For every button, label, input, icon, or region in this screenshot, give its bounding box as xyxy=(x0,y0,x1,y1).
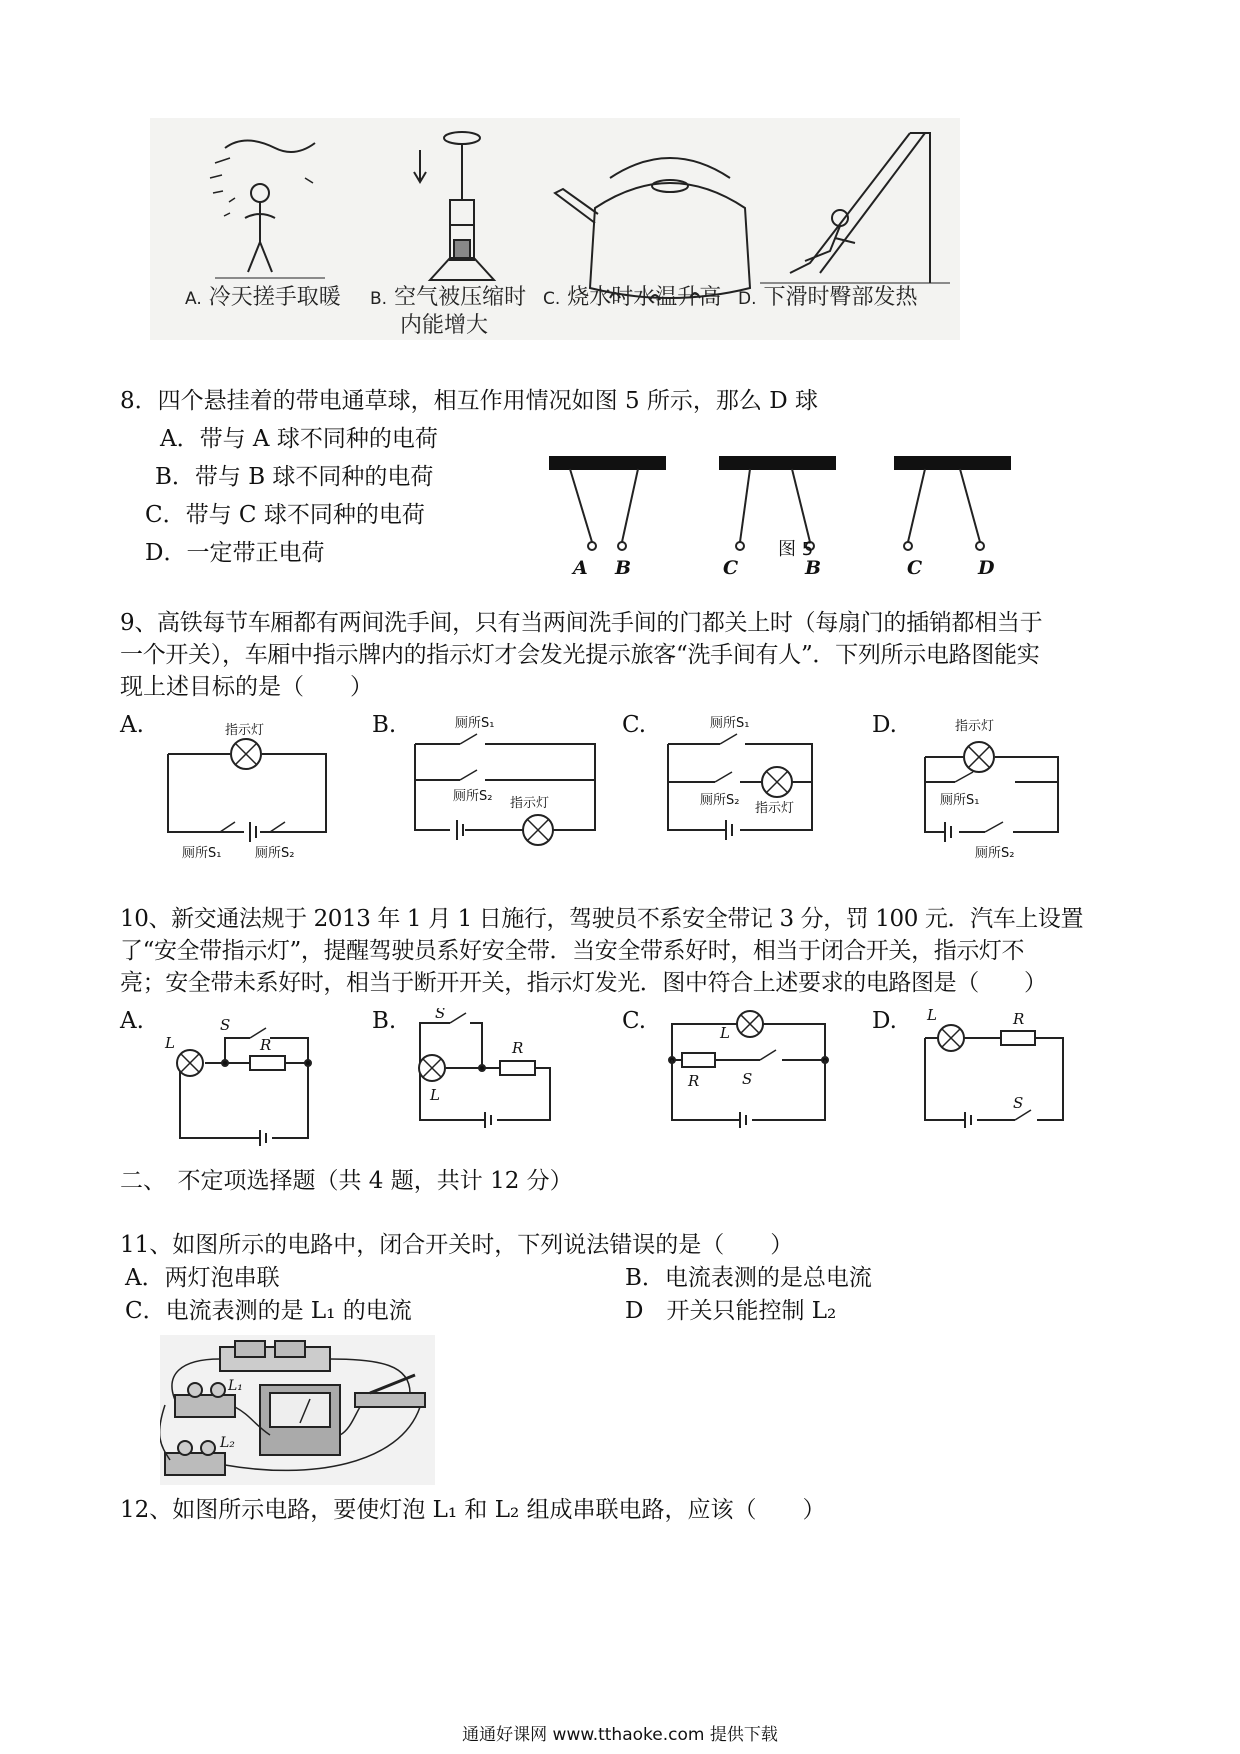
q7-pic-a xyxy=(210,141,325,279)
q10-c-r: R xyxy=(688,1072,700,1090)
q8-option-c: C．带与 C 球不同种的电荷 xyxy=(145,502,425,528)
q11-l1-label: L₁ xyxy=(228,1378,243,1394)
q9-a-s1-label: 厕所S₁ xyxy=(182,846,222,861)
q7-caption-b-letter: B. xyxy=(370,289,388,309)
q12-stem: 12、如图所示电路，要使灯泡 L₁ 和 L₂ 组成串联电路，应该（ ） xyxy=(120,1497,826,1523)
q10-option-a-letter: A. xyxy=(120,1008,144,1034)
q7-caption-d xyxy=(738,280,918,311)
q10-stem-line2: 了“安全带指示灯”，提醒驾驶员系好安全带．当安全带系好时，相当于闭合开关，指示灯不 xyxy=(120,938,1025,964)
q9-circuit-c xyxy=(660,712,860,862)
q7-pic-c xyxy=(555,158,750,300)
q9-b-lamp-label: 指示灯 xyxy=(510,796,550,811)
q10-circuit-d xyxy=(915,1008,1075,1158)
q10-c-l: L xyxy=(720,1024,730,1042)
q7-caption-b-text: 空气被压缩时 xyxy=(394,285,527,310)
q9-circuit-a xyxy=(160,712,340,862)
q10-b-l: L xyxy=(430,1086,440,1104)
q10-b-r: R xyxy=(512,1039,524,1057)
q7-caption-c xyxy=(543,280,721,311)
q7-pic-b xyxy=(414,132,494,280)
q8-option-b: B．带与 B 球不同种的电荷 xyxy=(155,464,434,490)
q9-stem-line1: 9、高铁每节车厢都有两间洗手间，只有当两间洗手间的门都关上时（每扇门的插销都相当于 xyxy=(120,610,1043,636)
footer-text: 通通好课网 www.tthaoke.com 提供下载 xyxy=(462,1725,778,1745)
q9-stem-line3: 现上述目标的是（ ） xyxy=(120,674,373,700)
q7-caption-d-text: 下滑时臀部发热 xyxy=(763,285,918,310)
q11-option-d: D 开关只能控制 L₂ xyxy=(625,1298,837,1324)
q7-figure-panel xyxy=(150,118,960,340)
q9-option-d-letter: D. xyxy=(872,712,897,738)
q10-option-b-letter: B. xyxy=(372,1008,397,1034)
q8-ball-b2: B xyxy=(805,557,822,579)
q10-d-r: R xyxy=(1013,1010,1025,1028)
q10-stem-line3: 亮；安全带未系好时，相当于断开开关，指示灯发光．图中符合上述要求的电路图是（ ） xyxy=(120,970,1047,996)
q11-option-b: B．电流表测的是总电流 xyxy=(625,1265,872,1291)
q9-c-s1-label: 厕所S₁ xyxy=(710,716,750,731)
q10-b-s: S xyxy=(435,1008,446,1022)
q10-option-c-letter: C. xyxy=(622,1008,647,1034)
q11-circuit-photo xyxy=(160,1335,435,1485)
q7-caption-c-letter: C. xyxy=(543,289,561,309)
q7-caption-b-line2: 内能增大 xyxy=(400,313,489,338)
section2-title: 二、 不定项选择题（共 4 题，共计 12 分） xyxy=(120,1168,573,1194)
q7-pic-d xyxy=(760,133,950,283)
q7-caption-a-letter: A. xyxy=(185,289,202,309)
q10-a-l: L xyxy=(165,1034,175,1052)
q10-circuit-b xyxy=(410,1008,590,1158)
q10-c-s: S xyxy=(742,1070,753,1088)
q10-d-l: L xyxy=(927,1008,937,1024)
q7-caption-a-text: 冷天搓手取暖 xyxy=(208,285,341,310)
q10-option-d-letter: D. xyxy=(872,1008,897,1034)
q9-c-s2-label: 厕所S₂ xyxy=(700,793,740,808)
q11-l2-label: L₂ xyxy=(220,1435,235,1451)
q10-stem-line1: 10、新交通法规于 2013 年 1 月 1 日施行，驾驶员不系安全带记 3 分，罚 100 元．汽车上设置 xyxy=(120,906,1084,932)
q10-circuit-c xyxy=(660,1008,840,1158)
q9-c-lamp-label: 指示灯 xyxy=(755,801,795,816)
q9-d-s2-label: 厕所S₂ xyxy=(975,846,1015,861)
q9-stem-line2: 一个开关），车厢中指示牌内的指示灯才会发光提示旅客“洗手间有人”．下列所示电路图能实 xyxy=(120,642,1040,668)
q7-caption-c-text: 烧水时水温升高 xyxy=(567,285,722,310)
q8-option-a: A．带与 A 球不同种的电荷 xyxy=(160,426,438,452)
q8-stem: 8．四个悬挂着的带电通草球，相互作用情况如图 5 所示，那么 D 球 xyxy=(120,388,818,414)
q9-d-lamp-label: 指示灯 xyxy=(955,719,995,734)
q9-a-lamp-label: 指示灯 xyxy=(225,723,265,738)
q9-option-a-letter: A. xyxy=(120,712,144,738)
q11-stem: 11、如图所示的电路中，闭合开关时，下列说法错误的是（ ） xyxy=(120,1232,794,1258)
q10-a-s: S xyxy=(220,1016,231,1034)
q9-circuit-b xyxy=(405,712,605,862)
q8-ball-a: A xyxy=(573,557,588,579)
q11-option-a: A．两灯泡串联 xyxy=(125,1265,280,1291)
q10-d-s: S xyxy=(1013,1094,1024,1112)
q9-option-b-letter: B. xyxy=(372,712,397,738)
q8-ball-c2: C xyxy=(907,557,923,579)
q8-figure xyxy=(540,455,1020,585)
q9-d-s1-label: 厕所S₁ xyxy=(940,793,980,808)
q9-option-c-letter: C. xyxy=(622,712,647,738)
q7-caption-d-letter: D. xyxy=(738,289,757,309)
q8-ball-c: C xyxy=(723,557,739,579)
q8-ball-b: B xyxy=(615,557,632,579)
q9-b-s1-label: 厕所S₁ xyxy=(455,716,495,731)
q8-figure-label: 图 5 xyxy=(778,539,814,560)
q10-circuit-a xyxy=(160,1008,320,1158)
q9-a-s2-label: 厕所S₂ xyxy=(255,846,295,861)
q8-option-d: D．一定带正电荷 xyxy=(145,540,325,566)
q9-b-s2-label: 厕所S₂ xyxy=(453,789,493,804)
q9-circuit-d xyxy=(915,712,1085,862)
q11-option-c: C．电流表测的是 L₁ 的电流 xyxy=(125,1298,412,1324)
q10-a-r: R xyxy=(260,1036,272,1054)
q8-ball-d: D xyxy=(978,557,995,579)
q7-caption-b xyxy=(370,280,526,311)
q7-caption-a xyxy=(185,280,341,311)
